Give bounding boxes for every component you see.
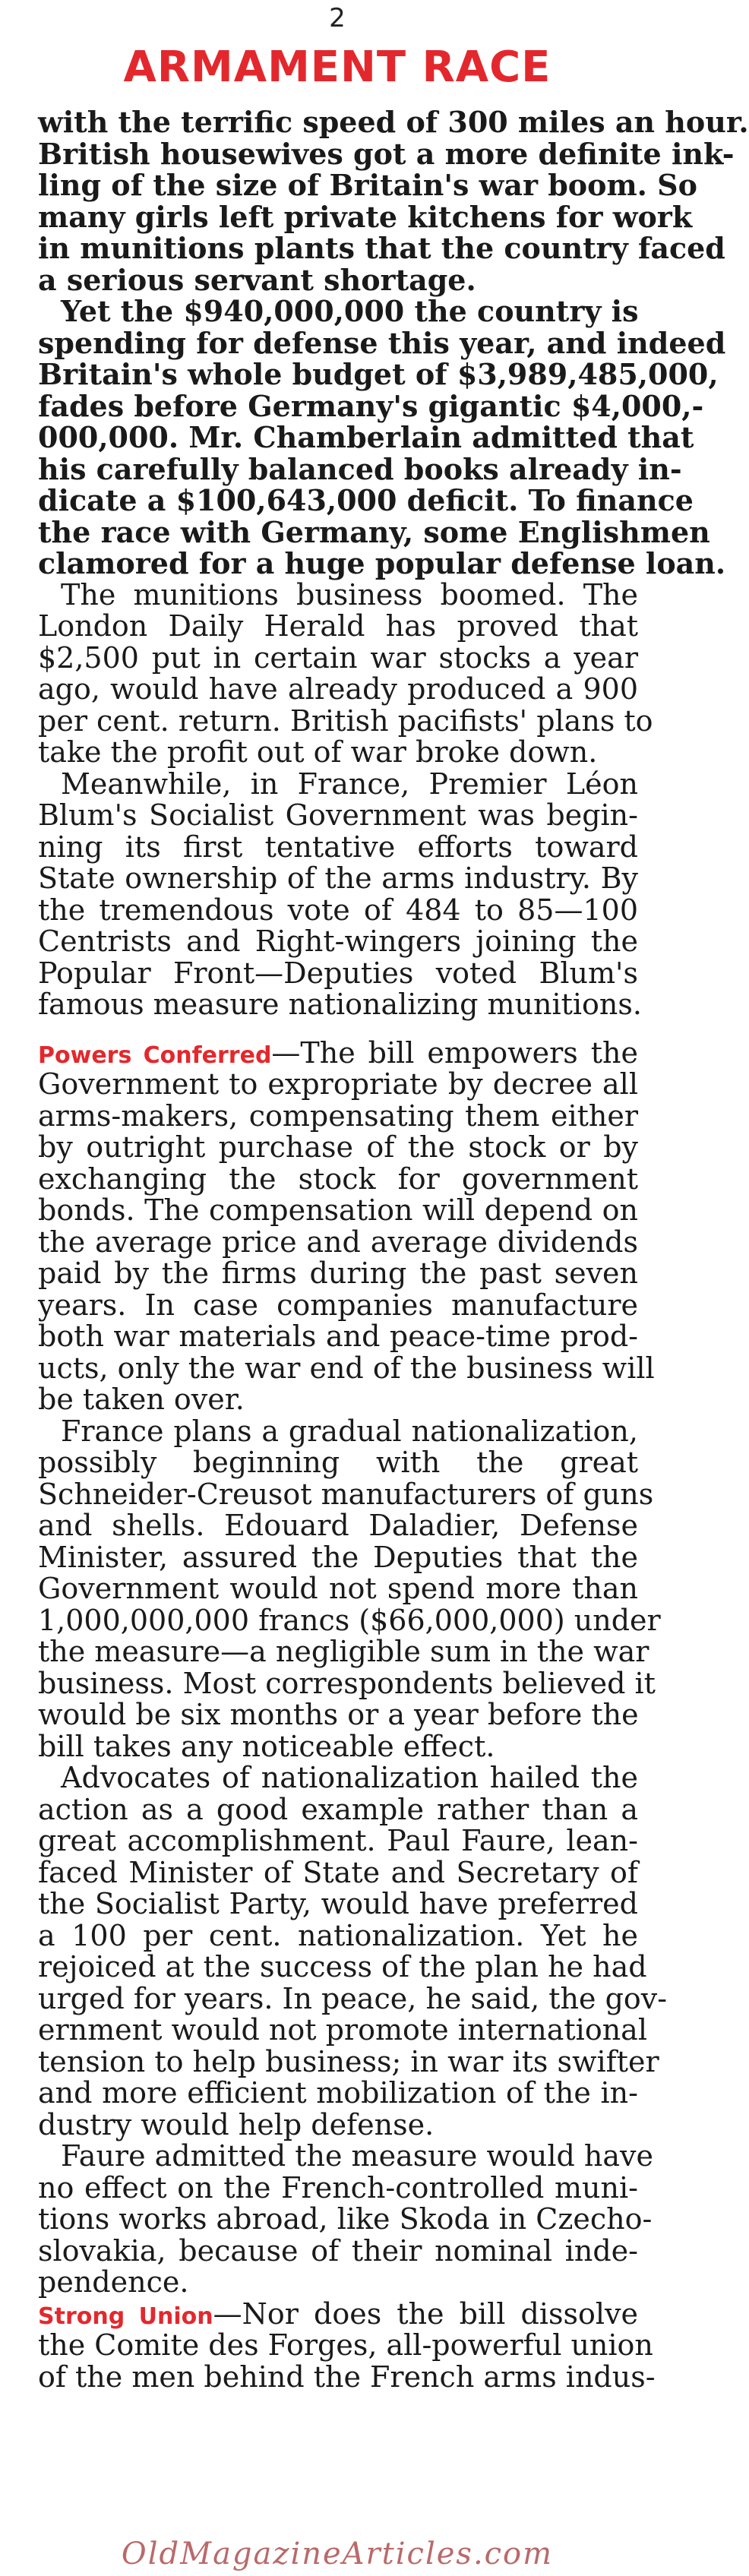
text-run: —Nor does the bill dissolve — [213, 2296, 638, 2331]
text-line: the measure—a negligible sum in the war — [38, 1635, 649, 1668]
text-line: Centrists and Right-wingers joining the — [38, 925, 638, 958]
text-line: fades before Germany's gigantic $4,000,- — [38, 388, 704, 423]
text-line: a serious servant shortage. — [38, 262, 476, 297]
text-line: spending for defense this year, and indeed — [38, 325, 726, 360]
text-line: Yet the $940,000,000 the country is — [61, 294, 639, 328]
text-line: dicate a $100,643,000 deficit. To finance — [38, 483, 694, 517]
text-line — [38, 2296, 638, 2331]
text-line: 000,000. Mr. Chamberlain admitted that — [38, 420, 694, 454]
text-line: London Daily Herald has proved that — [38, 609, 638, 643]
text-line: arms-makers, compensating them either — [38, 1098, 638, 1133]
text-line: be taken over. — [38, 1383, 245, 1416]
text-line: Government to expropriate by decree all — [38, 1067, 638, 1101]
text-line: France plans a gradual nationalization, — [61, 1414, 638, 1448]
subhead-strong-union: Strong Union — [38, 2303, 213, 2330]
text-line: ago, would have already produced a 900 — [38, 672, 638, 706]
paragraph-gap — [38, 1021, 638, 1038]
text-line: Meanwhile, in France, Premier Léon — [61, 766, 638, 801]
text-line: both war materials and peace-time prod- — [38, 1320, 638, 1353]
text-line: ling of the size of Britain's war boom. So — [38, 168, 697, 202]
text-line: dustry would help defense. — [38, 2107, 435, 2141]
page-number: 2 — [329, 3, 346, 33]
text-line: in munitions plants that the country faced — [38, 231, 725, 265]
paragraph — [38, 2139, 653, 2299]
text-line: the average price and average dividends — [38, 1225, 638, 1259]
text-line: rejoiced at the success of the plan he had — [38, 1950, 647, 1983]
text-line: the tremendous vote of 484 to 85—100 — [38, 893, 638, 927]
text-line: tension to help business; in war its swifter — [38, 2044, 659, 2078]
text-line: great accomplishment. Paul Faure, lean- — [38, 1824, 638, 1857]
text-line: by outright purchase of the stock or by — [38, 1130, 638, 1164]
text-line: Britain's whole budget of $3,989,485,000, — [38, 357, 719, 391]
text-line: British housewives got a more definite ink- — [38, 136, 735, 171]
text-line: tions works abroad, like Skoda in Czecho- — [38, 2202, 653, 2236]
text-line: Schneider-Creusot manufacturers of guns — [38, 1477, 654, 1511]
text-line: many girls left private kitchens for work — [38, 199, 693, 234]
paragraph — [38, 1761, 668, 2141]
footer-site-name: OldMagazineArticles.com — [121, 2536, 554, 2571]
paragraph — [38, 1035, 655, 1416]
text-line: possibly beginning with the great — [38, 1446, 638, 1479]
text-line: $2,500 put in certain war stocks a year — [38, 640, 638, 675]
text-line: urged for years. In peace, he said, the gov- — [38, 1981, 668, 2015]
text-line: The munitions business boomed. The — [61, 577, 638, 612]
text-line: his carefully balanced books already in- — [38, 451, 682, 486]
text-line: paid by the firms during the past seven — [38, 1256, 638, 1290]
paragraph — [38, 577, 653, 769]
text-line: bonds. The compensation will depend on — [38, 1193, 638, 1227]
text-line: Government would not spend more than — [38, 1572, 638, 1605]
headline: ARMAMENT RACE — [123, 43, 551, 92]
text-line: a 100 per cent. nationalization. Yet he — [38, 1918, 638, 1952]
paragraph — [38, 1414, 661, 1763]
text-line: the race with Germany, some Englishmen — [38, 514, 710, 549]
text-line: no effect on the French-controlled muni- — [38, 2170, 638, 2205]
text-line: action as a good example rather than a — [38, 1792, 638, 1826]
text-line: Blum's Socialist Government was begin- — [38, 798, 638, 832]
text-line: 1,000,000,000 francs ($66,000,000) under — [38, 1603, 661, 1637]
text-line: with the terrific speed of 300 miles an hour. — [38, 105, 749, 139]
text-line: the Comite des Forges, all-powerful union — [38, 2328, 653, 2362]
article-body — [38, 105, 749, 2394]
text-line: ning its first tentative efforts toward — [38, 830, 638, 864]
text-line: and shells. Edouard Daladier, Defense — [38, 1509, 638, 1542]
text-line: Popular Front—Deputies voted Blum's — [38, 956, 638, 990]
text-line: years. In case companies manufacture — [38, 1288, 638, 1322]
text-line: Advocates of nationalization hailed the — [61, 1761, 638, 1794]
text-line: slovakia, because of their nominal inde- — [38, 2233, 638, 2268]
paragraph — [38, 766, 642, 1021]
paragraph — [38, 105, 749, 297]
text-line: the Socialist Party, would have preferred — [38, 1887, 638, 1920]
text-line: take the profit out of war broke down. — [38, 735, 598, 769]
text-line: and more efficient mobilization of the in- — [38, 2076, 638, 2110]
text-line — [38, 1035, 638, 1070]
text-line: of the men behind the French arms indus- — [38, 2359, 656, 2394]
text-line: Minister, assured the Deputies that the — [38, 1540, 638, 1574]
text-line: faced Minister of State and Secretary of — [38, 1855, 638, 1889]
subhead-powers-conferred: Powers Conferred — [38, 1041, 272, 1069]
text-line: per cent. return. British pacifists' plans to — [38, 703, 653, 738]
text-line: Faure admitted the measure would have — [61, 2139, 653, 2173]
text-line: exchanging the stock for government — [38, 1162, 638, 1196]
text-line: bill takes any noticeable effect. — [38, 1729, 495, 1763]
paragraph — [38, 2296, 656, 2394]
text-line: business. Most correspondents believed it — [38, 1666, 656, 1700]
text-line: pendence. — [38, 2265, 189, 2299]
text-run: —The bill empowers the — [271, 1035, 638, 1070]
text-line: ucts, only the war end of the business will — [38, 1351, 655, 1385]
text-line: State ownership of the arms industry. By — [38, 861, 638, 895]
text-line: clamored for a huge popular defense loan. — [38, 546, 726, 580]
text-line: famous measure nationalizing munitions. — [38, 988, 642, 1021]
paragraph — [38, 294, 726, 580]
text-line: ernment would not promote international — [38, 2013, 647, 2047]
text-line: would be six months or a year before the — [38, 1698, 639, 1731]
